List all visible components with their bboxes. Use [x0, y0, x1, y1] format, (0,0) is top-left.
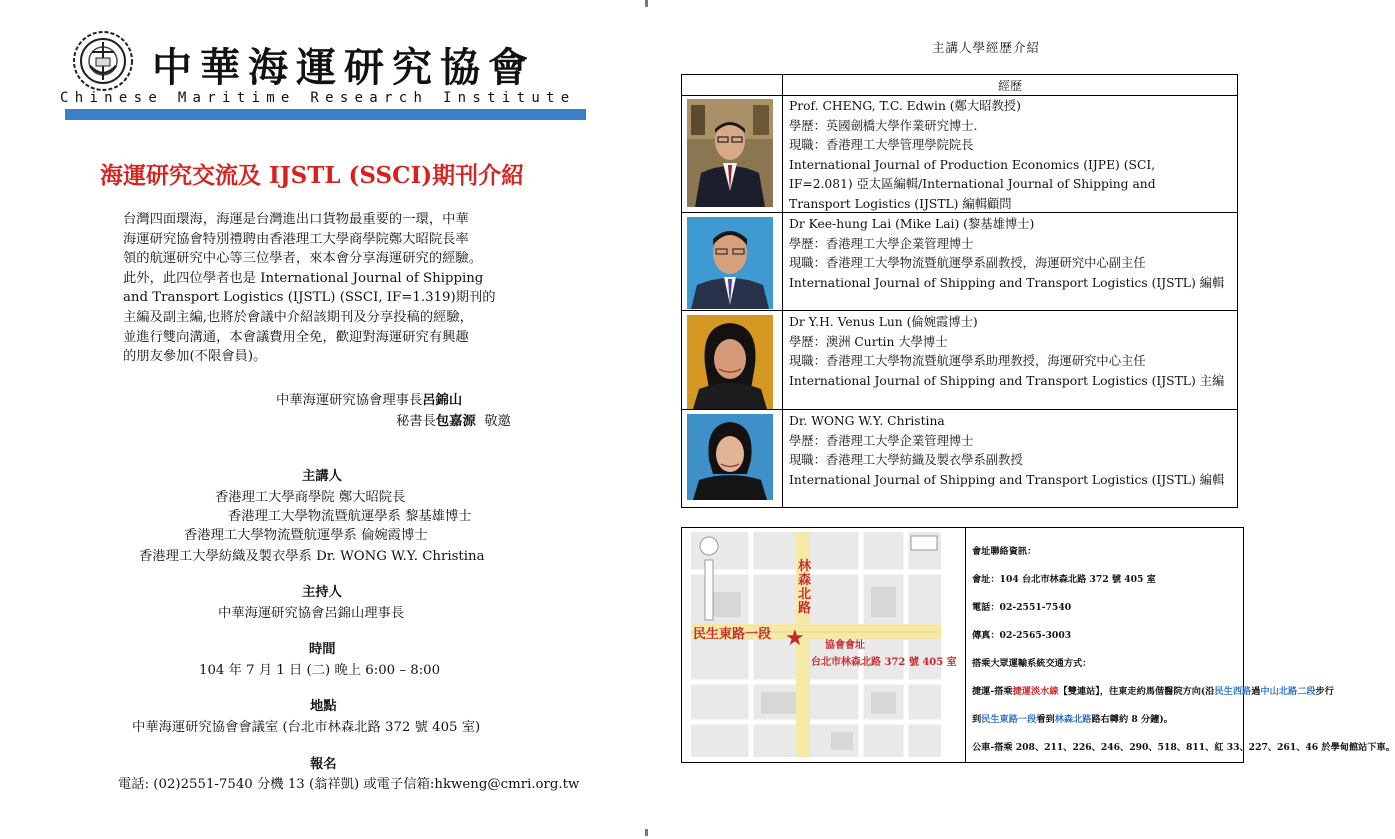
bio-table-header: [682, 75, 1237, 96]
bio-row: [682, 95, 1237, 213]
host-heading: 主持人: [302, 585, 342, 600]
map-road-label-vertical: 林森北路: [798, 559, 812, 616]
bio-line: 學歷：英國劍橋大學作業研究博士.: [789, 118, 978, 133]
map-marker-label: 協會會址: [825, 640, 865, 651]
bio-row: [682, 410, 1237, 508]
intro-line: 領的航運研究中心等三位學者，來本會分享海運研究的經驗。: [123, 251, 483, 267]
column-header: 經歷: [997, 79, 1022, 93]
bio-line: Transport Logistics (IJSTL) 編輯顧問: [789, 196, 1012, 211]
bio-row: [682, 311, 1237, 410]
bio-table: [681, 74, 1238, 508]
contact-fax: 傳真：02-2565-3003: [972, 630, 1072, 641]
bio-line: 現職：香港理工大學物流暨航運學系助理教授，海運研究中心主任: [789, 354, 1146, 368]
bio-row: [682, 213, 1237, 311]
bio-line: International Journal of Shipping and Transport Logistics (IJSTL) 主編: [789, 373, 1225, 388]
transit-mrt-line-2: 到民生東路一段看到林森北路路右轉約 8 分鐘)。: [972, 714, 1173, 725]
intro-line: 主編及副主編,也將於會議中介紹該期刊及分享投稿的經驗，: [123, 309, 473, 325]
speaker-line: 香港理工大學商學院 鄭大昭院長: [215, 490, 406, 505]
bio-text: [789, 97, 1234, 214]
speaker-photo: [687, 99, 773, 207]
page-corner-mark: [645, 0, 648, 7]
bio-line: Dr Kee-hung Lai (Mike Lai) (黎基雄博士): [789, 217, 1035, 231]
map-graphic: [691, 532, 941, 757]
intro-line: 此外，此四位學者也是 International Journal of Shipping: [123, 270, 484, 286]
speaker-line: 香港理工大學紡織及製衣學系 Dr. WONG W.Y. Christina: [139, 549, 485, 564]
transit-heading: 搭乘大眾運輸系統交通方式：: [972, 658, 1092, 669]
time-heading: 時間: [309, 642, 336, 657]
registration-line: 電話: (02)2551-7540 分機 13 (翁祥凱) 或電子信箱:hkweng@cmri.org.tw: [118, 777, 580, 792]
bio-line: 學歷：香港理工大學企業管理博士: [789, 236, 974, 251]
speaker-line: 香港理工大學物流暨航運學系 黎基雄博士: [228, 509, 472, 524]
bio-line: Dr Y.H. Venus Lun (倫婉霞博士): [789, 315, 978, 329]
bio-line: Prof. CHENG, T.C. Edwin (鄭大昭教授): [789, 99, 1021, 113]
bio-line: International Journal of Shipping and Transport Logistics (IJSTL) 編輯: [789, 472, 1225, 487]
table-divider: [782, 75, 783, 507]
event-title: 海運研究交流及 IJSTL (SSCI)期刊介紹: [100, 162, 525, 189]
bio-text: [789, 412, 1234, 490]
bio-line: 現職：香港理工大學物流暨航運學系副教授，海運研究中心副主任: [789, 256, 1146, 270]
location-star-icon: ★: [785, 626, 805, 651]
speaker-photo: [687, 414, 773, 500]
bio-text: [789, 313, 1234, 391]
intro-line: and Transport Logistics (IJSTL) (SSCI, IF=1.319)期刊的: [123, 290, 496, 306]
org-name-en: Chinese Maritime Research Institute: [60, 90, 576, 106]
host-line: 中華海運研究協會呂錦山理事長: [218, 606, 405, 621]
map-marker-address: 台北市林森北路 372 號 405 室: [811, 657, 957, 668]
bio-caption: 主講人學經歷介紹: [932, 40, 1041, 55]
location-box: [681, 527, 1395, 763]
bio-line: 現職：香港理工大學紡織及製衣學系副教授: [789, 453, 1023, 467]
bio-line: International Journal of Shipping and Transport Logistics (IJSTL) 編輯: [789, 275, 1225, 290]
speaker-line: 香港理工大學物流暨航運學系 倫婉霞博士: [184, 528, 428, 543]
transit-bus: 公車-搭乘 208、211、226、246、290、518、811、紅 33、227、261、46 於學甸館站下車。: [972, 742, 1395, 753]
speaker-photo: [687, 217, 773, 309]
time-line: 104 年 7 月 1 日 (二) 晚上 6:00 – 8:00: [199, 663, 441, 678]
intro-line: 並進行雙向溝通，本會議費用全免，歡迎對海運研究有興趣: [123, 329, 469, 345]
location-map[interactable]: [691, 532, 957, 757]
bio-line: Dr. WONG W.Y. Christina: [789, 414, 945, 428]
emblem-logo-icon: [72, 30, 134, 92]
signature-name: 呂錦山: [422, 393, 463, 408]
bio-line: IF=2.081) 亞太區編輯/International Journal of Shipping and: [789, 177, 1156, 191]
transit-mrt-line-1: 捷運-搭乘捷運淡水線【雙連站】，往東走約馬偕醫院方向(沿民生西路過中山北路二段步行: [972, 686, 1334, 697]
venue-line: 中華海運研究協會會議室 (台北市林森北路 372 號 405 室): [132, 720, 481, 735]
contact-phone: 電話：02-2551-7540: [972, 602, 1072, 613]
registration-heading: 報名: [310, 757, 337, 772]
bio-line: International Journal of Production Economics (IJPE) (SCI,: [789, 157, 1156, 172]
speaker-photo: [687, 315, 773, 409]
signature-secretary: [396, 410, 511, 429]
contact-address: 會址：104 台北市林森北路 372 號 405 室: [972, 574, 1156, 585]
contact-heading: 會址聯絡資訊：: [972, 546, 1037, 557]
org-name-cn: 中華海運研究協會: [152, 45, 536, 91]
signature-name: 包嘉源: [435, 414, 476, 429]
page-corner-mark: [645, 829, 648, 836]
intro-line: 的朋友參加(不限會員)。: [123, 349, 267, 365]
accent-bar: [65, 109, 586, 120]
bio-line: 學歷：澳洲 Curtin 大學博士: [789, 334, 948, 349]
intro-line: 海運研究協會特別禮聘由香港理工大學商學院鄭大昭院長率: [123, 231, 469, 247]
signature-chairman: [276, 389, 462, 408]
signature-title: 中華海運研究協會理事長: [276, 393, 423, 408]
intro-line: 台灣四面環海，海運是台灣進出口貨物最重要的一環，中華: [123, 212, 469, 227]
intro-paragraph: [123, 210, 528, 367]
signature-title: 秘書長: [396, 414, 436, 429]
signature-suffix: 敬邀: [484, 414, 511, 429]
contact-info: [972, 538, 1395, 762]
map-road-label-horizontal: 民生東路一段: [693, 627, 772, 642]
venue-heading: 地點: [310, 699, 337, 714]
map-divider: [965, 528, 966, 762]
speakers-heading: 主講人: [302, 469, 342, 484]
bio-text: [789, 215, 1234, 293]
bio-line: 現職：香港理工大學管理學院院長: [789, 138, 974, 152]
bio-line: 學歷：香港理工大學企業管理博士: [789, 433, 974, 448]
